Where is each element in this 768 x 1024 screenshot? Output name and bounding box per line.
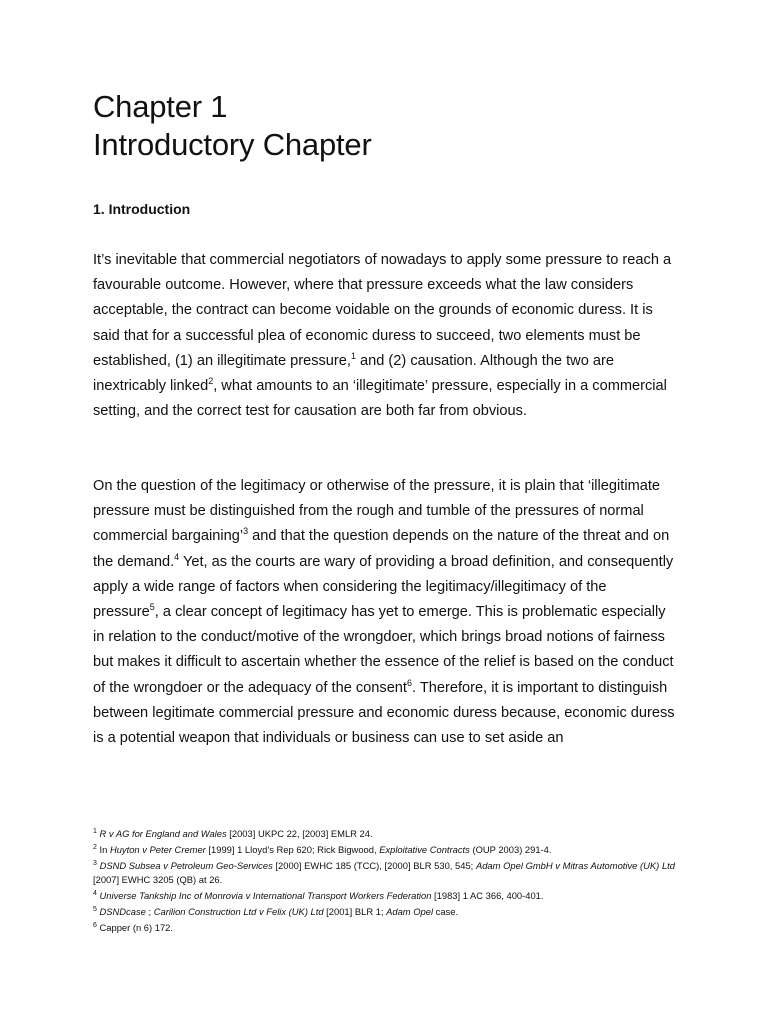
paragraph-2-text-c: Yet, as the courts are wary of providing a broad definition, and consequently apply a wide range of factors when considering the legitimacy/illegitimacy of the pressure [93,553,674,621]
footnote-text: [2001] BLR 1; [323,906,387,918]
footnote-number: 4 [93,889,97,897]
footnote-text: [2007] EWHC 3205 (QB) at 26. [93,873,223,885]
chapter-number-line: Chapter 1 [93,89,228,124]
footnote-text: Universe Tankship Inc of Monrovia v International Transport Workers Federation [96,889,432,901]
footnote-ref-1: 1 [350,350,356,361]
footnote-text: Exploitative Contracts [379,844,470,856]
footnote-text: [1983] 1 AC 366, 400-401. [431,889,544,901]
footnote-text: [1999] 1 Lloyd’s Rep 620; Rick Bigwood, [205,844,380,856]
footnote-text: DSNDcase [96,906,146,918]
footnote-text: (OUP 2003) 291-4. [469,844,552,856]
footnote-text: case. [433,906,459,918]
footnote-text: Adam Opel [386,906,434,918]
footnote-3 [93,859,675,885]
footnote-text: Capper (n 6) 172. [96,922,173,934]
footnote-text: Adam Opel GmbH v Mitras Automotive (UK) Ltd [475,860,675,872]
footnote-5 [93,905,675,918]
footnote-ref-4: 4 [174,551,180,562]
footnote-number: 6 [93,922,97,930]
footnote-text: R v AG for England and Wales [96,828,227,839]
footnote-text: Huyton v Peter Cremer [109,844,206,856]
paragraph-2-text-d: , a clear concept of legitimacy has yet to emerge. This is problematic especially in relation to the conduct/motive of the wrongdoer, which brings broad notions of fairness but makes it difficult to ascertain whether the essence of the relief is based on the conduct of the wrongdoer or the adequacy of the consent [93,604,674,696]
paragraph-2-text-e: . Therefore, it is important to distinguish between legitimate commercial pressure and economic duress because, economic duress is a potential weapon that individuals or business can use to set aside an [93,679,675,747]
chapter-title-line: Introductory Chapter [93,127,372,162]
footnote-4 [93,889,675,902]
footnote-text: [2003] UKPC 22, [2003] EMLR 24. [226,828,373,839]
document-page [93,88,675,747]
paragraph-2-text-b: and that the question depends on the nature of the threat and on the demand. [93,528,670,570]
paragraph-1-text-b: and (2) causation. Although the two are inextricably linked [93,352,614,395]
footnote-text: DSND Subsea v Petroleum Geo-Services [96,860,273,872]
paragraph-2 [93,474,675,751]
footnote-ref-2: 2 [208,376,214,387]
footnote-ref-6: 6 [406,677,412,688]
footnote-ref-5: 5 [149,602,155,613]
footnotes-section [93,827,675,937]
footnote-2 [93,843,675,856]
footnote-text: ; [145,906,154,918]
footnote-ref-3: 3 [243,526,249,537]
footnote-6 [93,921,675,934]
footnote-text: [2000] EWHC 185 (TCC), [2000] BLR 530, 545; [272,860,476,872]
footnote-text: Carilion Construction Ltd v Felix (UK) Ltd [153,906,324,918]
footnote-number: 3 [93,860,97,868]
footnote-number: 1 [93,827,97,835]
footnote-number: 5 [93,905,97,913]
footnote-1 [93,827,675,840]
paragraph-1-text-c: , what amounts to an ‘illegitimate’ pressure, especially in a commercial setting, and the correct test for causation are both far from obvious. [93,378,667,420]
footnote-number: 2 [93,844,97,852]
chapter-heading [93,88,675,164]
paragraph-2-text-a: On the question of the legitimacy or otherwise of the pressure, it is plain that ‘illegitimate pressure must be distinguished from the rough and tumble of the pressures of normal commercial bargaining’ [93,478,661,545]
paragraph-1 [93,248,675,424]
section-heading: 1. Introduction [93,201,191,217]
paragraph-1-text-a: It’s inevitable that commercial negotiators of nowadays to apply some pressure to reach a favourable outcome. However, where that pressure exceeds what the law considers acceptable, the contract can become voidable on the grounds of economic duress. It is said that for a successful plea of economic duress to succeed, two elements must be established, (1) an illegitimate pressure, [93,252,672,369]
footnote-text: In [96,844,110,856]
